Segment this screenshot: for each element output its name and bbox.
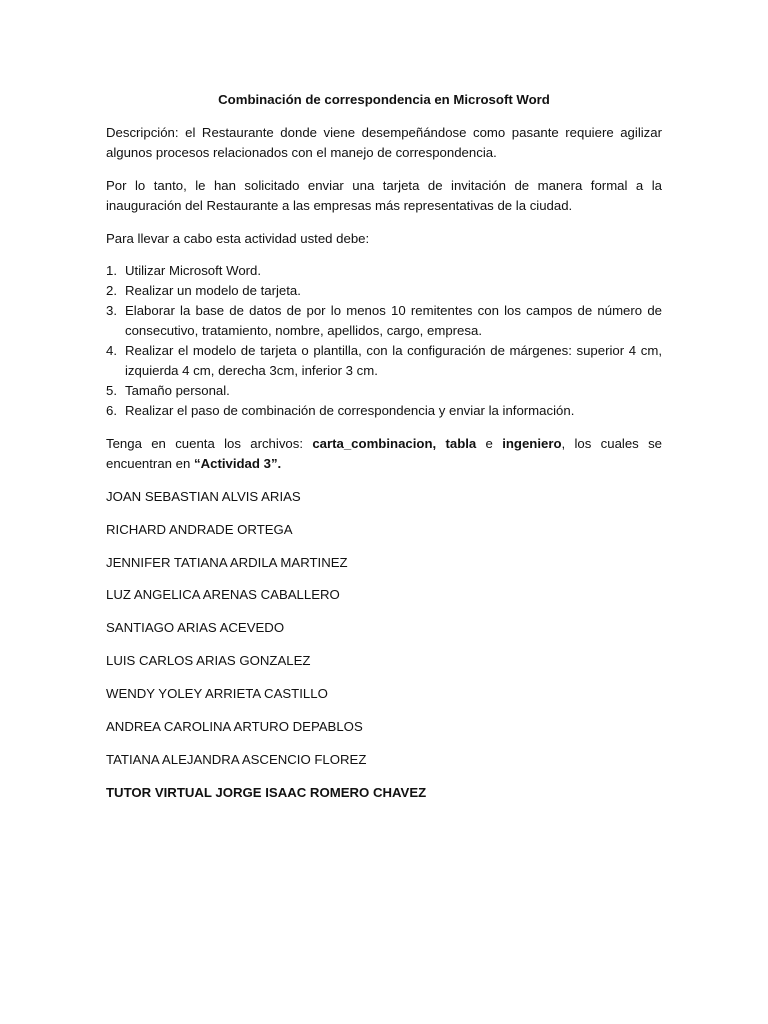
list-item — [106, 261, 662, 281]
invitation-text: Por lo tanto, le han solicitado enviar una tarjeta de invitación de manera formal a la inauguración del Restaurante a las empresas más representativas de la ciudad. — [106, 178, 662, 213]
student-name: LUZ ANGELICA ARENAS CABALLERO — [106, 587, 340, 602]
student-name: LUIS CARLOS ARIAS GONZALEZ — [106, 653, 311, 668]
list-item — [106, 301, 662, 341]
list-item — [106, 281, 662, 301]
step-text: Realizar el modelo de tarjeta o plantilla, con la configuración de márgenes: superior 4 cm, izquierda 4 cm, derecha 3cm, inferior 3 cm. — [125, 343, 662, 378]
step-text: Elaborar la base de datos de por lo menos 10 remitentes con los campos de número de consecutivo, tratamiento, nombre, apellidos, cargo, empresa. — [125, 303, 662, 338]
student-name: WENDY YOLEY ARRIETA CASTILLO — [106, 686, 328, 701]
note-mid1: e — [476, 436, 503, 451]
list-item — [106, 341, 662, 381]
step-number: 5. — [106, 383, 117, 398]
step-text: Realizar el paso de combinación de correspondencia y enviar la información. — [125, 403, 575, 418]
step-text: Tamaño personal. — [125, 383, 230, 398]
step-number: 1. — [106, 263, 117, 278]
tutor-name: TUTOR VIRTUAL JORGE ISAAC ROMERO CHAVEZ — [106, 785, 427, 800]
step-text: Utilizar Microsoft Word. — [125, 263, 262, 278]
steps-list — [106, 261, 662, 421]
step-number: 4. — [106, 343, 117, 358]
note-mid2: , los cuales se encuentran en — [106, 436, 663, 471]
description-text: Descripción: el Restaurante donde viene desempeñándose como pasante requiere agilizar algunos procesos relacionados con el manejo de correspondencia. — [106, 125, 662, 160]
student-name: JENNIFER TATIANA ARDILA MARTINEZ — [106, 555, 348, 570]
student-name: TATIANA ALEJANDRA ASCENCIO FLOREZ — [106, 752, 367, 767]
step-number: 6. — [106, 403, 117, 418]
student-name: JOAN SEBASTIAN ALVIS ARIAS — [106, 489, 301, 504]
student-name: ANDREA CAROLINA ARTURO DEPABLOS — [106, 719, 363, 734]
files-note-paragraph — [106, 434, 662, 474]
description-paragraph — [106, 123, 662, 163]
list-item — [106, 381, 662, 401]
step-text: Realizar un modelo de tarjeta. — [125, 283, 301, 298]
note-files: carta_combinacion, tabla — [312, 436, 477, 451]
student-name: RICHARD ANDRADE ORTEGA — [106, 522, 293, 537]
note-location: “Actividad 3”. — [194, 456, 282, 471]
note-file3: ingeniero — [502, 436, 562, 451]
intro-text: Para llevar a cabo esta actividad usted debe: — [106, 231, 370, 246]
list-item — [106, 401, 662, 421]
invitation-paragraph — [106, 176, 662, 216]
step-number: 2. — [106, 283, 117, 298]
student-name: SANTIAGO ARIAS ACEVEDO — [106, 620, 285, 635]
note-prefix: Tenga en cuenta los archivos: — [106, 436, 313, 451]
step-number: 3. — [106, 303, 117, 318]
files-note — [106, 434, 662, 474]
document-title: Combinación de correspondencia en Microsoft Word — [218, 92, 550, 107]
intro-paragraph — [106, 229, 662, 249]
